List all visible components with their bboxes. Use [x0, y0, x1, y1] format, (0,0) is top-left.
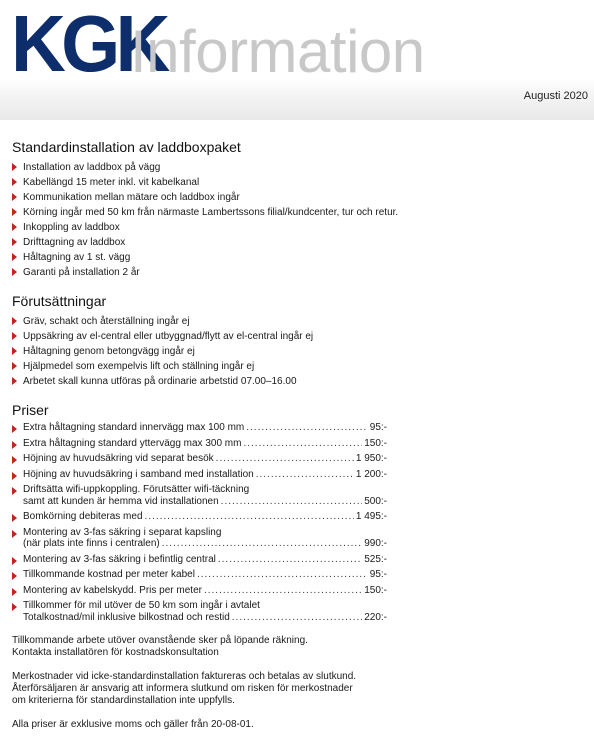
list-item-text: Gräv, schakt och återställning ingår ej [23, 316, 190, 327]
issue-date: Augusti 2020 [523, 90, 588, 102]
price-label: Bomkörning debiteras med [23, 511, 143, 522]
price-item [12, 554, 387, 566]
price-label: samt att kunden är hemma vid installationen [23, 495, 219, 507]
price-amount: 990:- [364, 538, 387, 549]
note-line: Merkostnader vid icke-standardinstallation faktureras och betalas av slutkund. [12, 671, 357, 682]
dot-leader [246, 422, 368, 434]
bullet-triangle-icon [12, 514, 17, 522]
list-item [12, 220, 582, 235]
price-item [12, 438, 387, 450]
note-line: Återförsäljaren är ansvarig att informera slutkund om risken för merkostnader [12, 683, 353, 694]
kgk-logo: KGK [11, 0, 166, 88]
bullet-triangle-icon [12, 362, 17, 370]
price-amount: 500:- [364, 495, 387, 507]
list-item [12, 314, 582, 329]
price-label: Montering av kabelskydd. Pris per meter [23, 584, 202, 596]
bullet-triangle-icon [12, 557, 17, 565]
price-amount: 220:- [364, 611, 387, 623]
list-item-text: Körning ingår med 50 km från närmaste Lambertssons filial/kundcenter, tur och retur. [23, 207, 399, 218]
price-amount: 1 950:- [355, 453, 387, 464]
price-row [23, 469, 387, 481]
dot-leader [232, 612, 362, 624]
dot-leader [197, 569, 368, 581]
price-row [23, 554, 387, 566]
price-amount: 95:- [369, 422, 387, 433]
price-item [12, 569, 387, 581]
list-item-text: Kabellängd 15 meter inkl. vit kabelkanal [23, 177, 200, 188]
price-item [12, 484, 387, 507]
price-label: Tillkommande kostnad per meter kabel [23, 569, 195, 580]
note-line: Kontakta installatören för kostnadskonsultation [12, 647, 219, 658]
price-amount: 150:- [364, 584, 387, 596]
bullet-triangle-icon [12, 238, 17, 246]
prices-heading: Priser [12, 402, 49, 418]
price-item-description: Tillkommer för mil utöver de 50 km som ingår i avtalet [23, 600, 260, 611]
bullet-triangle-icon [12, 603, 17, 611]
header-title: Information [130, 18, 425, 85]
price-item [12, 511, 387, 523]
list-item-text: Hjälpmedel som exempelvis lift och ställning ingår ej [23, 361, 255, 372]
note-paragraph [12, 635, 582, 659]
list-item [12, 190, 582, 205]
note-paragraph [12, 671, 582, 707]
note-line: Tillkommande arbete utöver ovanstående sker på löpande räkning. [12, 635, 308, 646]
price-amount: 525:- [364, 553, 387, 565]
list-item [12, 175, 582, 190]
price-list [12, 422, 387, 623]
price-row [23, 612, 387, 624]
bullet-triangle-icon [12, 530, 17, 538]
price-amount: 150:- [364, 437, 387, 449]
list-item [12, 205, 582, 220]
price-row [23, 538, 387, 550]
price-label: Höjning av huvudsäkring i samband med installation [23, 468, 254, 480]
list-item [12, 359, 582, 374]
bullet-triangle-icon [12, 425, 17, 433]
list-item [12, 235, 582, 250]
list-item [12, 265, 582, 280]
bullet-triangle-icon [12, 456, 17, 464]
price-label: Höjning av huvudsäkring vid separat besök [23, 453, 214, 464]
price-label: Extra håltagning standard yttervägg max 300 mm [23, 437, 242, 449]
price-label: Extra håltagning standard innervägg max 100 mm [23, 422, 245, 433]
price-item [12, 469, 387, 481]
price-row [23, 569, 387, 581]
dot-leader [216, 453, 354, 465]
list-item [12, 329, 582, 344]
list-item-text: Drifttagning av laddbox [23, 237, 126, 248]
list-item [12, 344, 582, 359]
bullet-triangle-icon [12, 347, 17, 355]
page-header [0, 0, 594, 120]
list-item-text: Arbetet skall kunna utföras på ordinarie arbetstid 07.00–16.00 [23, 376, 297, 387]
document-body [12, 139, 582, 743]
price-item [12, 600, 387, 623]
bullet-triangle-icon [12, 253, 17, 261]
price-item [12, 422, 387, 434]
list-item [12, 374, 582, 389]
price-item-description: Driftsätta wifi-uppkoppling. Förutsätter wifi-täckning [23, 484, 250, 495]
list-item-text: Kommunikation mellan mätare och laddbox ingår [23, 192, 240, 203]
bullet-triangle-icon [12, 193, 17, 201]
dot-leader [256, 469, 354, 481]
list-item-text: Håltagning av 1 st. vägg [23, 252, 131, 263]
price-label: Totalkostnad/mil inklusive bilkostnad och restid [23, 611, 230, 623]
bullet-triangle-icon [12, 332, 17, 340]
prereq-heading: Förutsättningar [12, 293, 107, 309]
list-item-text: Håltagning genom betongvägg ingår ej [23, 346, 195, 357]
price-row [23, 496, 387, 508]
bullet-triangle-icon [12, 208, 17, 216]
price-item [12, 527, 387, 550]
bullet-triangle-icon [12, 441, 17, 449]
dot-leader [218, 554, 362, 566]
list-item-text: Uppsäkring av el-central eller utbyggnad/flytt av el-central ingår ej [23, 331, 314, 342]
bullet-triangle-icon [12, 163, 17, 171]
dot-leader [243, 438, 362, 450]
price-item [12, 453, 387, 465]
price-row [23, 511, 387, 523]
note-line: om kriterierna för standardinstallation inte uppfylls. [12, 695, 235, 706]
bullet-triangle-icon [12, 572, 17, 580]
price-item-description: Montering av 3-fas säkring i separat kapsling [23, 526, 222, 538]
price-row [23, 585, 387, 597]
note-line: Alla priser är exklusive moms och gäller från 20-08-01. [12, 719, 254, 730]
note-paragraph [12, 719, 582, 731]
price-item [12, 585, 387, 597]
dot-leader [162, 538, 362, 550]
list-item [12, 160, 582, 175]
price-amount: 95:- [369, 569, 387, 580]
bullet-triangle-icon [12, 472, 17, 480]
bullet-triangle-icon [12, 268, 17, 276]
list-item [12, 250, 582, 265]
list-item-text: Garanti på installation 2 år [23, 267, 140, 278]
price-row [23, 453, 387, 465]
bullet-triangle-icon [12, 317, 17, 325]
price-label: Montering av 3-fas säkring i befintlig central [23, 553, 216, 565]
price-label: (när plats inte finns i centralen) [23, 538, 160, 549]
bullet-triangle-icon [12, 588, 17, 596]
standard-list [12, 160, 582, 280]
price-row [23, 422, 387, 434]
price-row [23, 438, 387, 450]
bullet-triangle-icon [12, 223, 17, 231]
list-item-text: Installation av laddbox på vägg [23, 162, 161, 173]
bullet-triangle-icon [12, 377, 17, 385]
list-item-text: Inkoppling av laddbox [23, 222, 120, 233]
dot-leader [221, 496, 363, 508]
price-amount: 1 200:- [355, 468, 387, 480]
dot-leader [145, 511, 354, 523]
notes-section [12, 635, 582, 731]
dot-leader [204, 585, 362, 597]
price-amount: 1 495:- [355, 511, 387, 522]
standard-heading: Standardinstallation av laddboxpaket [12, 139, 241, 155]
bullet-triangle-icon [12, 178, 17, 186]
prereq-list [12, 314, 582, 389]
bullet-triangle-icon [12, 487, 17, 495]
